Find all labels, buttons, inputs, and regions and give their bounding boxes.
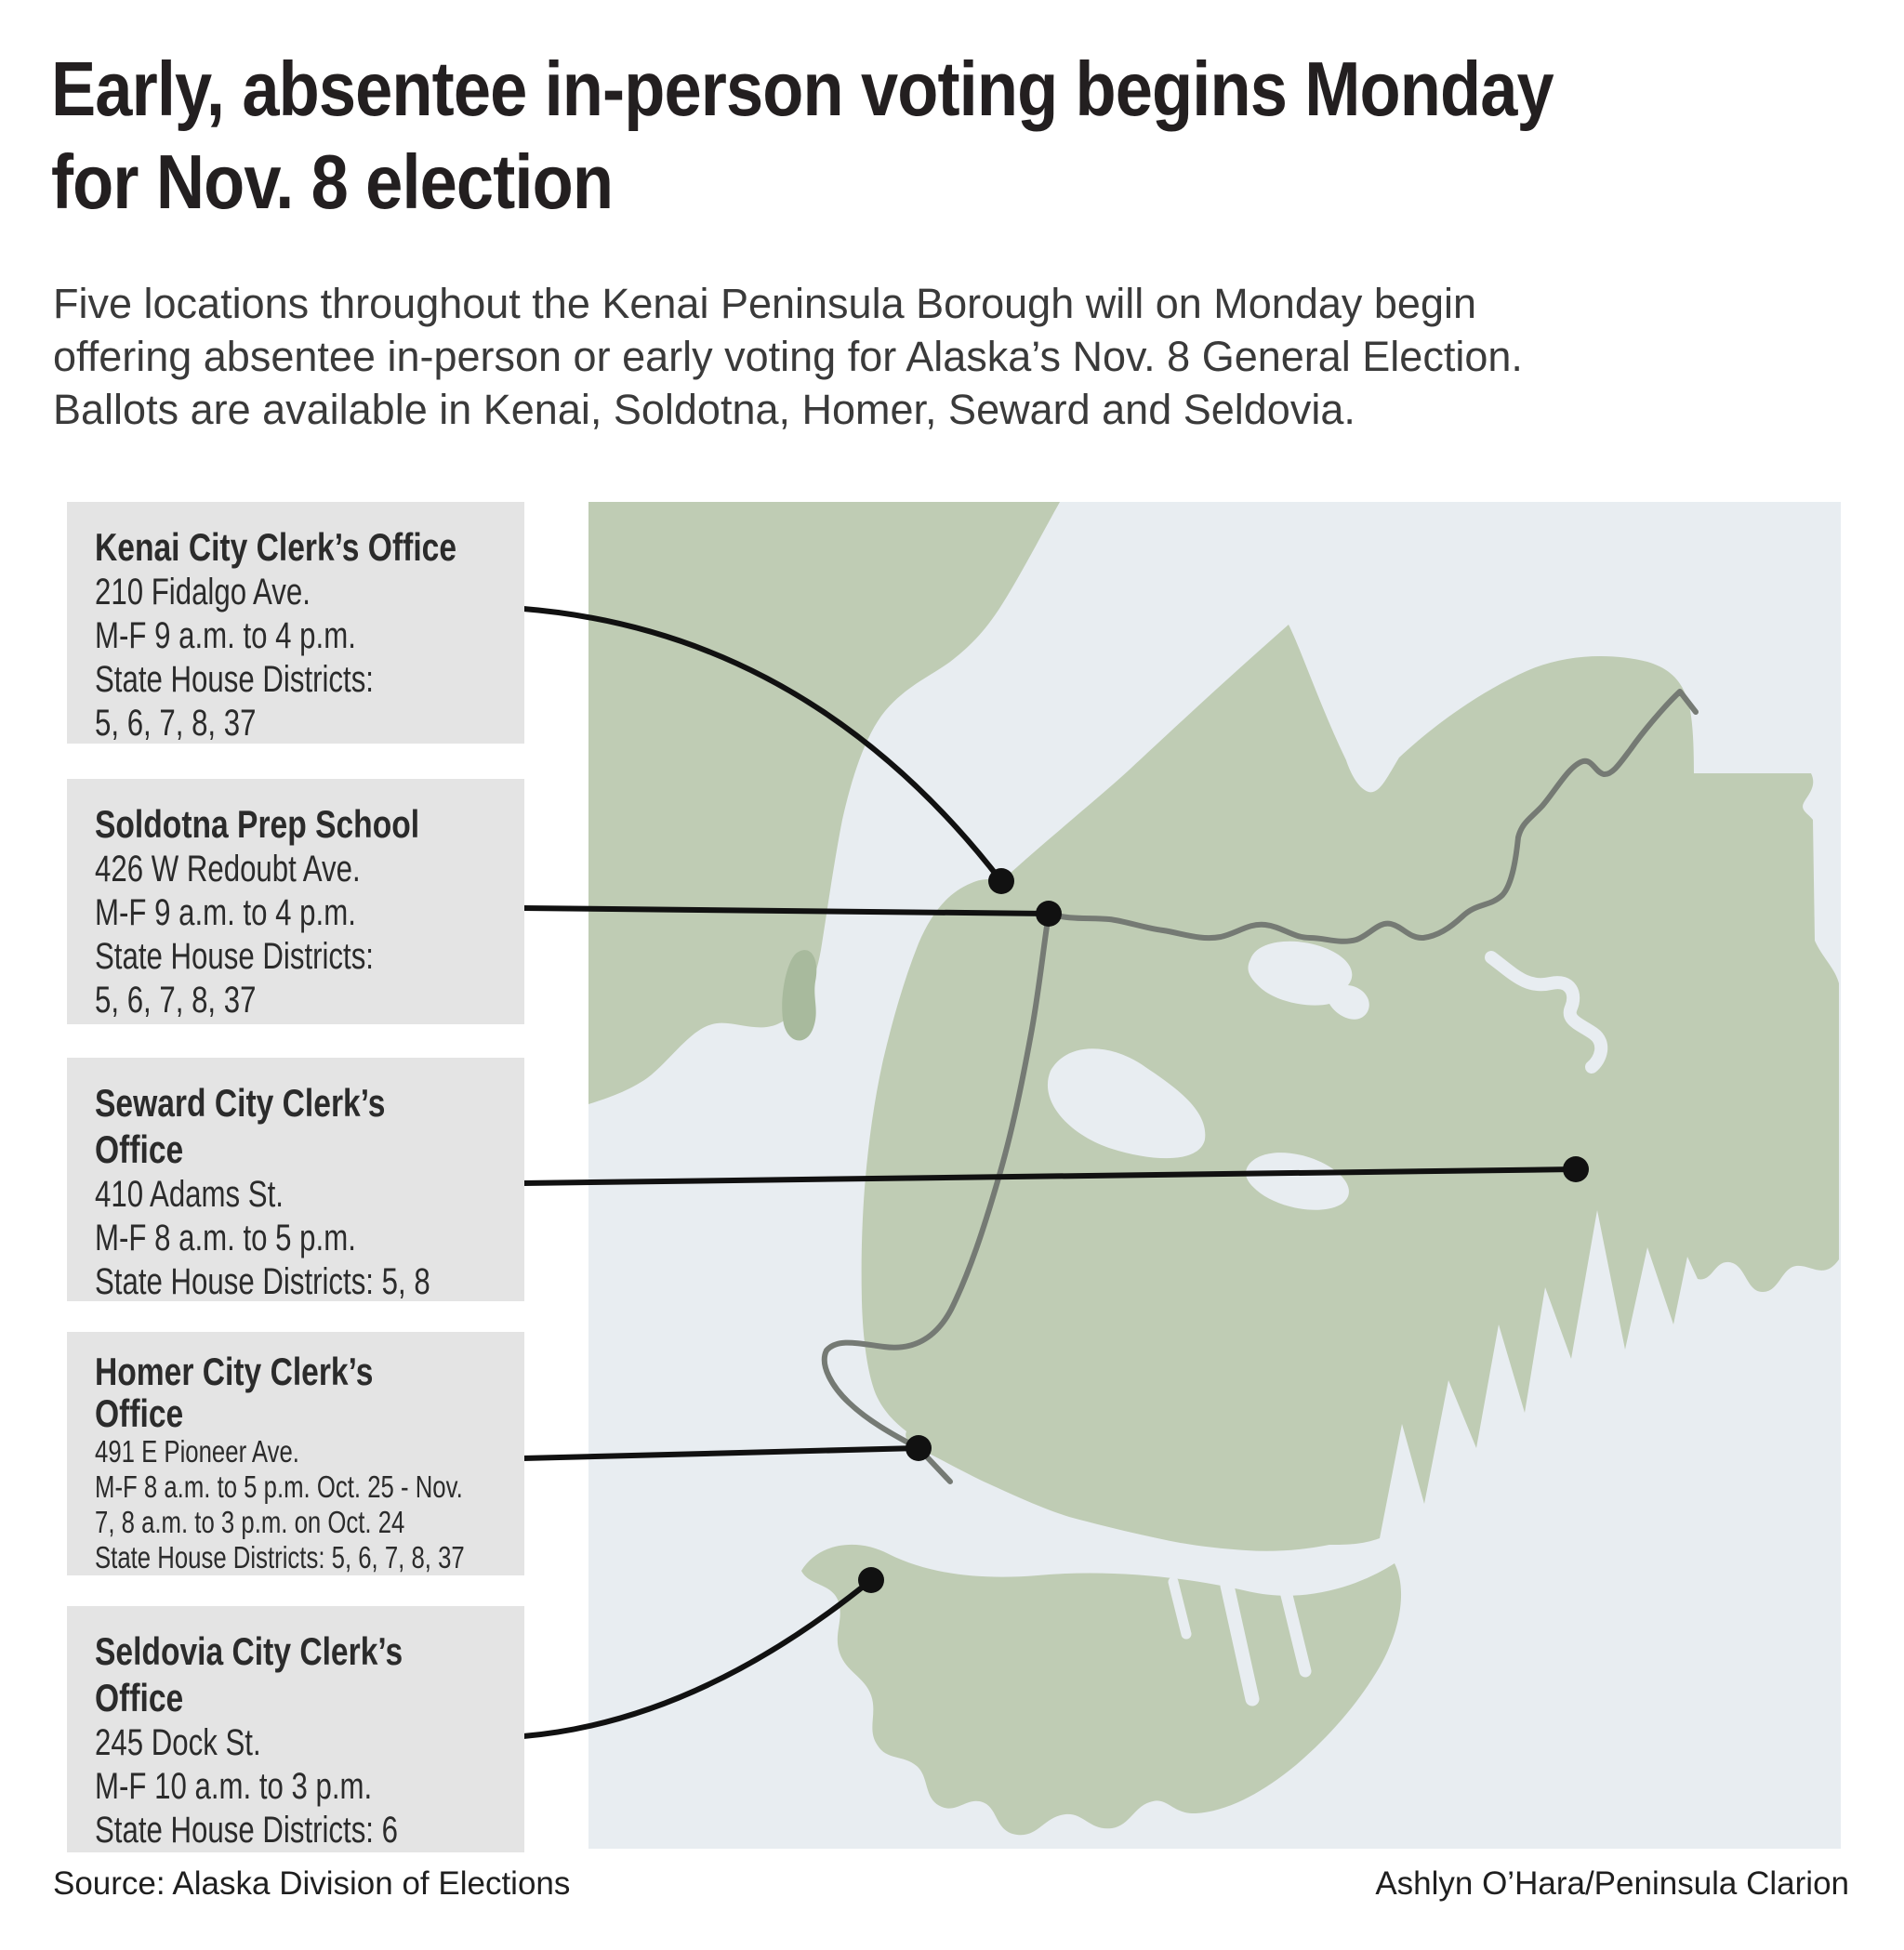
- location-address: 426 W Redoubt Ave.: [95, 849, 361, 889]
- page-title: [51, 43, 1778, 229]
- location-address: 245 Dock St.: [95, 1722, 261, 1763]
- map-dot-kenai: [988, 868, 1014, 894]
- location-name-line2: Office: [95, 1127, 184, 1171]
- location-address: 410 Adams St.: [95, 1174, 284, 1215]
- page-title-line2: for Nov. 8 election: [51, 138, 614, 225]
- location-card-seward: [67, 1058, 524, 1301]
- location-name: Kenai City Clerk’s Office: [95, 525, 457, 569]
- location-hours: M-F 9 a.m. to 4 p.m.: [95, 892, 356, 933]
- location-districts: State House Districts: 6: [95, 1810, 398, 1851]
- location-districts-label: State House Districts:: [95, 659, 374, 700]
- location-districts: 5, 6, 7, 8, 37: [95, 980, 257, 1021]
- location-hours: M-F 9 a.m. to 4 p.m.: [95, 615, 356, 656]
- map-dot-seldovia: [858, 1567, 884, 1593]
- location-hours: M-F 10 a.m. to 3 p.m.: [95, 1766, 373, 1807]
- location-card-homer: [67, 1332, 524, 1575]
- map-dot-homer: [906, 1435, 932, 1461]
- location-hours-line2: 7, 8 a.m. to 3 p.m. on Oct. 24: [95, 1505, 405, 1539]
- location-card-soldotna: [67, 779, 524, 1024]
- location-districts: State House Districts: 5, 6, 7, 8, 37: [95, 1540, 465, 1574]
- location-name-line2: Office: [95, 1676, 184, 1719]
- intro-paragraph: [53, 277, 1523, 436]
- location-name: Soldotna Prep School: [95, 802, 420, 846]
- intro-line1: Five locations throughout the Kenai Peninsula Borough will on Monday begin: [53, 280, 1476, 327]
- location-hours: M-F 8 a.m. to 5 p.m.: [95, 1218, 356, 1258]
- location-name-line1: Seward City Clerk’s: [95, 1081, 386, 1125]
- intro-line3: Ballots are available in Kenai, Soldotna, Homer, Seward and Seldovia.: [53, 386, 1355, 433]
- location-districts: 5, 6, 7, 8, 37: [95, 703, 257, 744]
- map-dot-soldotna: [1036, 901, 1062, 927]
- map-dot-seward: [1563, 1156, 1589, 1182]
- location-name-line1: Seldovia City Clerk’s: [95, 1629, 403, 1673]
- location-address: 210 Fidalgo Ave.: [95, 572, 311, 613]
- location-hours-line1: M-F 8 a.m. to 5 p.m. Oct. 25 - Nov.: [95, 1469, 463, 1504]
- location-card-seldovia: [67, 1606, 524, 1852]
- intro-line2: offering absentee in-person or early voting for Alaska’s Nov. 8 General Election.: [53, 333, 1523, 380]
- footer-credit: Ashlyn O’Hara/Peninsula Clarion: [1375, 1865, 1849, 1902]
- footer-source: Source: Alaska Division of Elections: [53, 1865, 571, 1902]
- page-title-line1: Early, absentee in-person voting begins Monday: [51, 46, 1554, 132]
- location-address: 491 E Pioneer Ave.: [95, 1434, 299, 1469]
- location-districts: State House Districts: 5, 8: [95, 1261, 430, 1302]
- location-card-kenai: [67, 502, 524, 744]
- location-districts-label: State House Districts:: [95, 936, 374, 977]
- location-name-line2: Office: [95, 1391, 184, 1435]
- location-name-line1: Homer City Clerk’s: [95, 1350, 374, 1393]
